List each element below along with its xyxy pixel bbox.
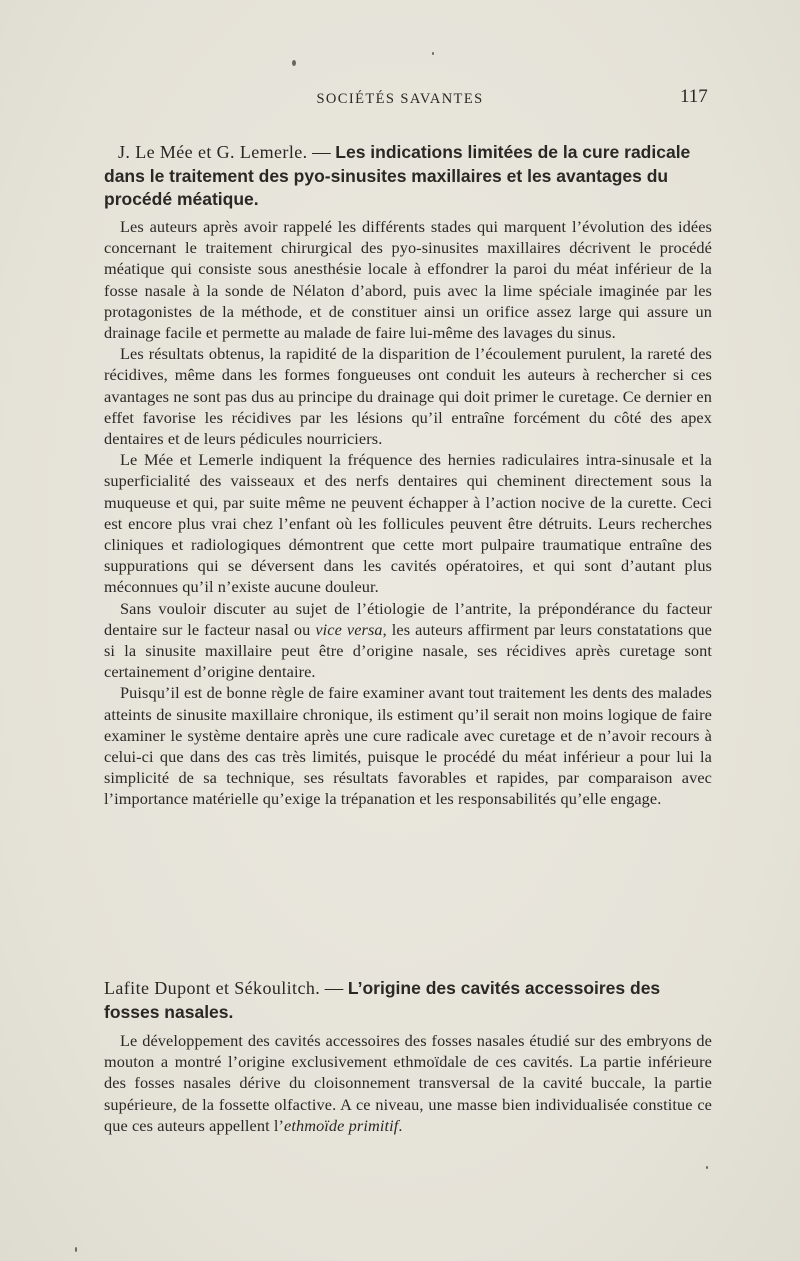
italic-term: vice versa [315, 619, 383, 639]
paragraph-text: . [398, 1115, 403, 1135]
paragraph: Les résultats obtenus, la rapidité de la disparition de l’écoulement purulent, la rareté des récidives, même dans les formes fongueuses ont conduit les auteurs à rechercher si ces avantages ne sont pas dus au principe du drainage qui doit primer le curetage. Ce dernier en effet favorise les récidives par les lésions qu’il entraîne forcément du côté des apex dentaires et de leurs pédicules nourriciers. [104, 344, 712, 449]
paragraph-text: Sans vouloir discuter au sujet de l’étiologie de l’antrite, la prépondérance du facteur dentaire sur le facteur nasal ou [104, 598, 712, 639]
scan-speck [292, 60, 296, 66]
running-header [0, 88, 800, 112]
scan-speck [432, 52, 434, 55]
article-title: L’origine des cavités accessoires des fosses nasales. [104, 978, 661, 1022]
paragraph-text: Le développement des cavités accessoires des fosses nasales étudié sur des embryons de mouton a montré l’origine exclusivement ethmoïdale de ces cavités. La partie inférieure des fosses nasales dérive du cloisonnement transversal de la cavité buccale, la partie supérieure, de la fossette olfactive. A ce niveau, une masse bien individualisée constitue ce que ces auteurs appellent l’ [104, 1031, 712, 1135]
heading-dash: — [320, 979, 348, 999]
paragraph-text: , les auteurs affirment par leurs constatations que si la sinusite maxillaire peut être d’origine nasale, ses récidives après curetage sont certainement d’origine dentaire. [104, 619, 712, 682]
article-title: Les indications limitées de la cure radicale dans le traitement des pyo-sinusites maxillaires et les avantages du procédé méatique. [104, 142, 691, 209]
page-number: 117 [680, 86, 708, 107]
scan-speck [706, 1166, 708, 1169]
article-heading-1 [104, 141, 712, 212]
article-authors: Lafite Dupont et Sékoulitch. [104, 978, 321, 998]
paragraph [104, 598, 712, 683]
article-heading-2 [104, 977, 712, 1024]
italic-term: ethmoïde primitif [284, 1115, 399, 1135]
paragraph: Les auteurs après avoir rappelé les différents stades qui marquent l’évolution des idées concernant le traitement chirurgical des pyo-sinusites maxillaires décrivent le procédé méatique qui consiste sous anesthésie locale à effondrer la paroi du méat inférieur de la fosse nasale à la sonde de Nélaton d’abord, puis avec la lime spéciale imaginée par les protagonistes de la méthode, et de constituer ainsi un orifice assez large qui assure un drainage facile et permette au malade de faire lui-même des lavages du sinus. [104, 217, 712, 343]
scan-speck [75, 1247, 77, 1252]
article-body-2 [104, 1030, 712, 1136]
article-body-1 [104, 216, 712, 810]
paragraph: Le Mée et Lemerle indiquent la fréquence des hernies radiculaires intra-sinusale et la superficialité des vaisseaux et des nerfs dentaires qui cheminent directement sous la muqueuse et qui, par suite même ne peuvent échapper à l’action nocive de la curette. Ceci est encore plus vrai chez l’enfant où les follicules peuvent être détruits. Leurs recherches cliniques et radiologiques démontrent que cette mort pulpaire traumatique entraîne des suppurations qui se déversent dans les cavités opératoires, et qui sont d’autant plus méconnues qu’il n’existe aucune douleur. [104, 450, 712, 597]
running-title: SOCIÉTÉS SAVANTES [316, 91, 484, 107]
paragraph: Puisqu’il est de bonne règle de faire examiner avant tout traitement les dents des malades atteints de sinusite maxillaire chronique, ils estiment qu’il serait non moins logique de faire examiner le système dentaire après une cure radicale avec curetage et de n’avoir recours à celui-ci que dans des cas très limités, puisque le procédé du méat inférieur a pour lui la simplicité de sa technique, ses résultats favorables et rapides, par comparaison avec l’importance matérielle qu’exige la trépanation et les responsabilités qu’elle engage. [104, 683, 712, 809]
heading-dash: — [307, 143, 336, 163]
paragraph [104, 1030, 712, 1136]
article-authors: J. Le Mée et G. Lemerle. [118, 142, 308, 162]
